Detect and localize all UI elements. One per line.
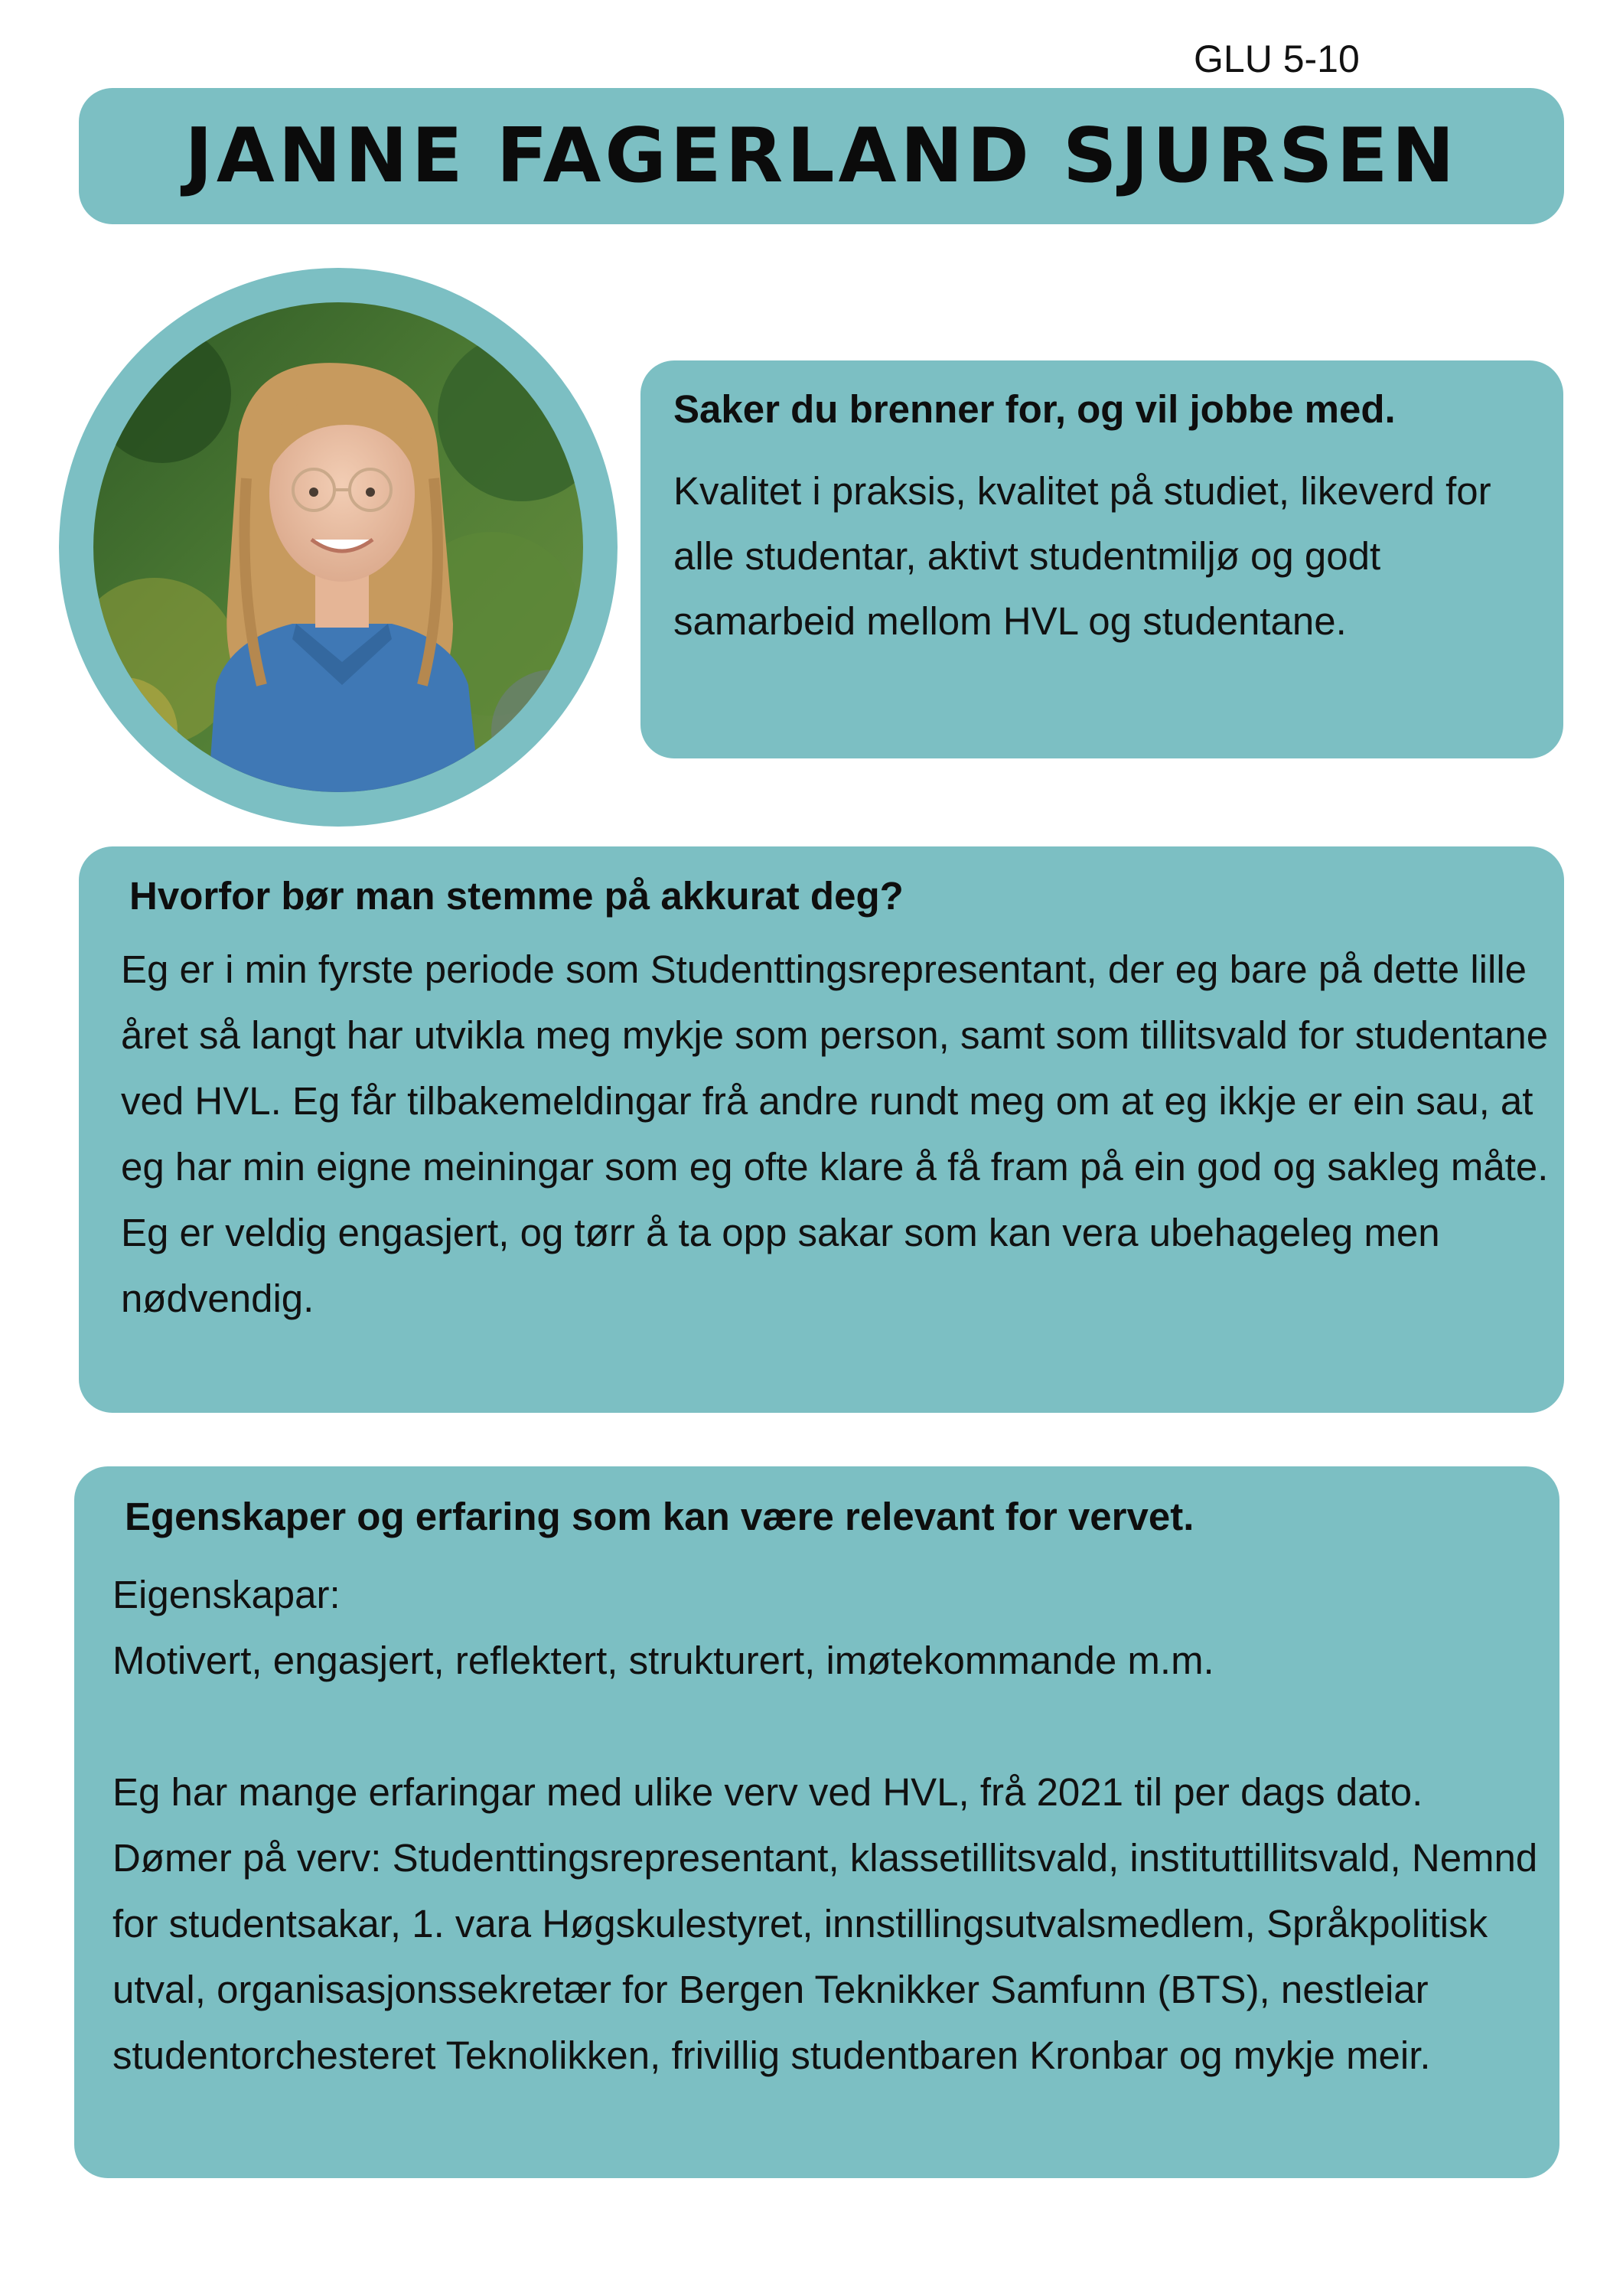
portrait-photo [93,302,583,792]
experience-text: Eg har mange erfaringar med ulike verv ved HVL, frå 2021 til per dags dato. Dømer på verv: Studenttingsrepresentant, klassetillitsvald, instituttillitsvald, Nemnd for studentsakar, 1. vara Høgskulestyret, innstillingsutvalsmedlem, Språkpolitisk utval, organisasjonssekretær for Bergen Teknikker Samfunn (BTS), nestleiar studentorchesteret Teknolikken, frivillig studentbaren Kronbar og mykje meir. [112,1770,1538,2077]
why-vote-card [79,846,1564,1413]
traits-label: Eigenskapar: [112,1573,341,1616]
candidate-name: JANNE FAGERLAND SJURSEN [184,113,1458,200]
experience-card [74,1466,1559,2178]
traits-list: Motivert, engasjert, reflektert, strukturert, imøtekommande m.m. [112,1639,1214,1682]
why-vote-heading: Hvorfor bør man stemme på akkurat deg? [129,874,904,918]
experience-heading: Egenskaper og erfaring som kan være relevant for vervet. [125,1495,1194,1538]
spacer [112,1694,1547,1760]
causes-body: Kvalitet i praksis, kvalitet på studiet, likeverd for alle studentar, aktivt studentmiljø og godt samarbeid mellom HVL og studentane. [673,469,1491,643]
causes-heading: Saker du brenner for, og vil jobbe med. [673,387,1396,431]
causes-card [640,360,1563,758]
program-label: GLU 5-10 [1194,38,1360,80]
experience-body [112,1562,1547,2089]
portrait-frame [59,268,618,827]
name-banner [79,88,1564,224]
why-vote-body: Eg er i min fyrste periode som Studenttingsrepresentant, der eg bare på dette lille året så langt har utvikla meg mykje som person, samt som tillitsvald for studentane ved HVL. Eg får tilbakemeldingar frå andre rundt meg om at eg ikkje er ein sau, at eg har min eigne meiningar som eg ofte klare å få fram på ein god og sakleg måte. Eg er veldig engasjert, og tørr å ta opp sakar som kan vera ubehageleg men nødvendig. [121,947,1549,1320]
